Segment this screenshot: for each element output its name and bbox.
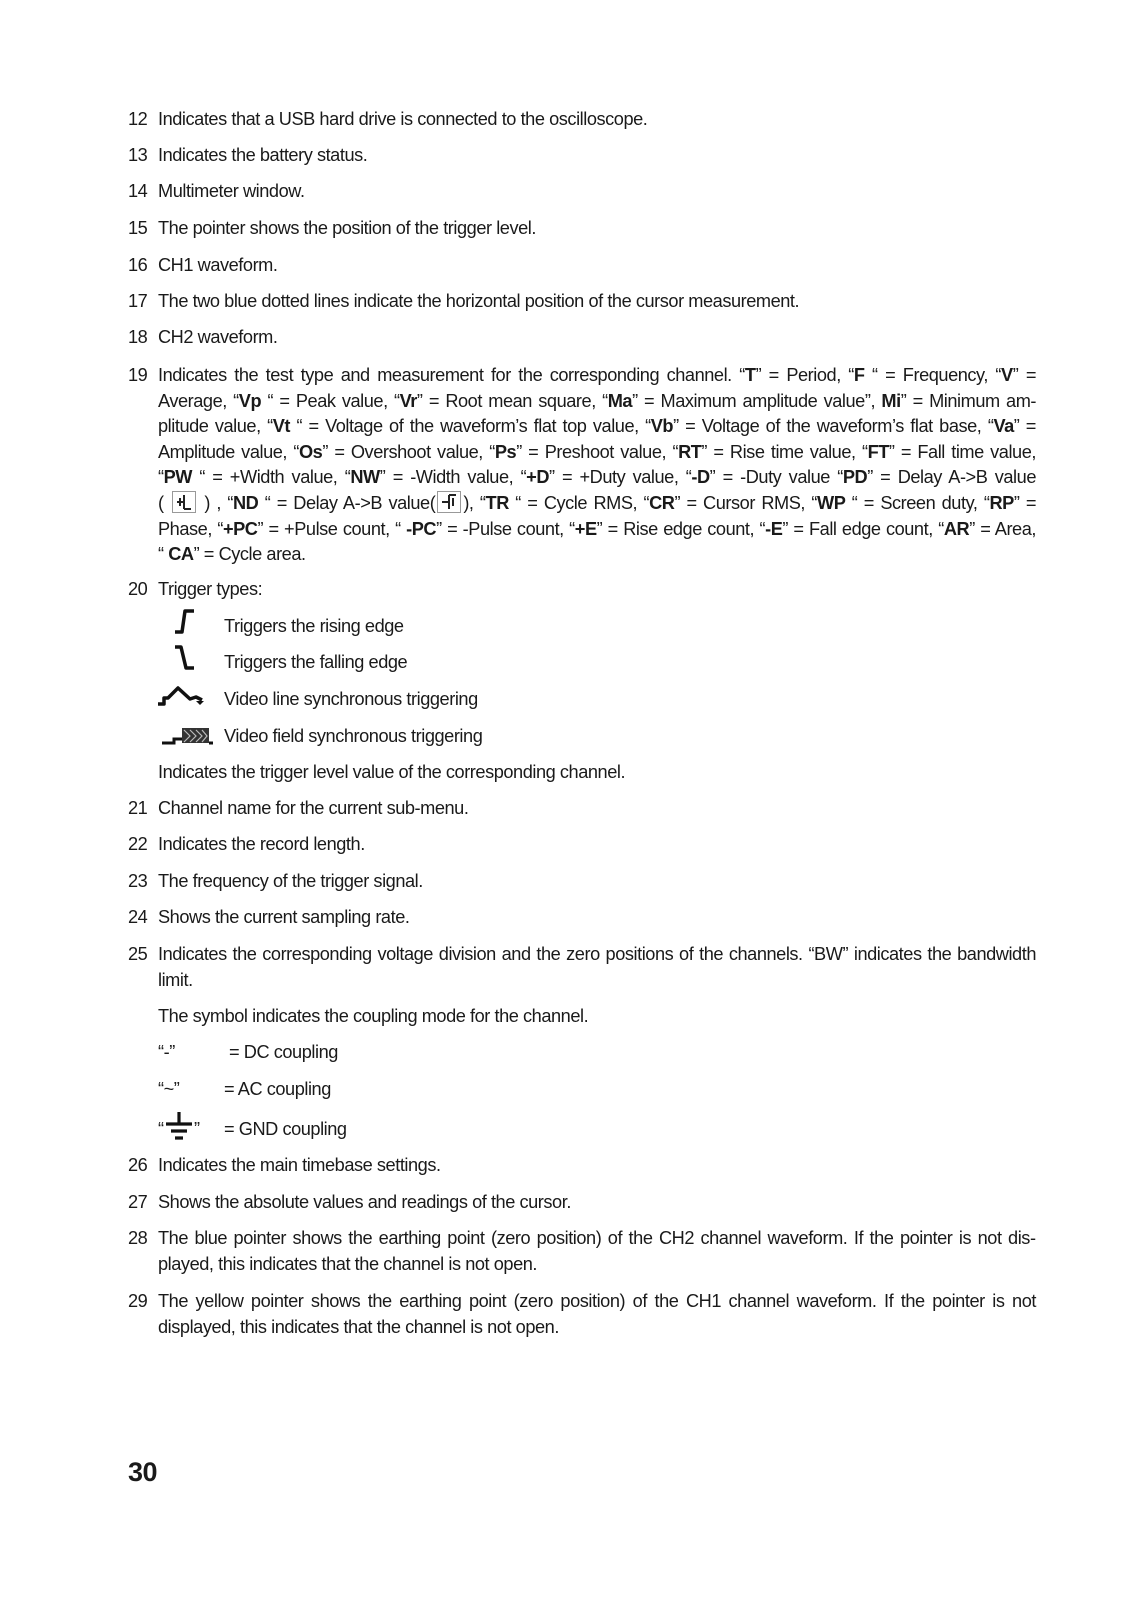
page-number: 30 [128,1457,158,1487]
item-number: 12 [128,109,148,129]
item-number: 19 [128,365,148,385]
rising-edge-icon [172,606,198,636]
item-number: 25 [128,944,148,964]
coupling-symbol-close: ” [194,1119,200,1139]
item-number: 27 [128,1192,148,1212]
coupling-symbol: “~” [158,1079,180,1099]
item-number: 22 [128,834,148,854]
trigger-label: Video line synchronous triggering [224,689,478,709]
item-19-text [158,363,1036,568]
item-text: Indicates the battery status. [158,145,368,165]
coupling-label: = GND coupling [224,1119,347,1139]
video-field-icon [160,724,214,748]
item-19-line: ( ) , “ND “ = Delay A->B value( ), “TR “ = Cycle RMS, “CR” = Cursor RMS, “WP “ = Screen duty, “RP” = [158,492,1037,513]
ground-icon [164,1110,194,1144]
item-19-line: plitude value, “Vt “ = Voltage of the waveform’s flat top value, “Vb” = Voltage of the waveform’s flat base, “Va” = [158,416,1036,437]
coupling-label: = DC coupling [229,1042,338,1062]
item-number: 28 [128,1228,148,1248]
trigger-label: Triggers the falling edge [224,652,408,672]
delay-rising-icon [172,491,196,513]
trigger-level-note: Indicates the trigger level value of the corresponding channel. [158,762,626,782]
item-text: CH1 waveform. [158,255,278,275]
item-number: 15 [128,218,148,238]
item-19-line: Amplitude value, “Os” = Overshoot value, “Ps” = Preshoot value, “RT” = Rise time value, “FT” = Fall time value, [158,441,1036,462]
item-text: Indicates the corresponding voltage division and the zero positions of the channels. “BW” indicates the bandwidth limit. [158,944,1036,990]
item-number: 24 [128,907,148,927]
item-text: The frequency of the trigger signal. [158,871,423,891]
item-number: 13 [128,145,148,165]
item-text: Shows the current sampling rate. [158,907,410,927]
item-text: CH2 waveform. [158,327,278,347]
item-text: Indicates the record length. [158,834,365,854]
item-19-line: “PW “ = +Width value, “NW” = -Width value, “+D” = +Duty value, “-D” = -Duty value “PD” = Delay A->B value [158,467,1036,488]
coupling-symbol-open: “ [158,1119,164,1139]
item-19-line: “ CA” = Cycle area. [158,544,306,565]
trigger-label: Video field synchronous triggering [224,726,483,746]
item-19-line: Indicates the test type and measurement for the corresponding channel. “T” = Period, “F “ = Frequency, “V” = [158,365,1037,385]
video-line-icon [156,684,206,708]
item-number: 18 [128,327,148,347]
item-19-line: Average, “Vp “ = Peak value, “Vr” = Root mean square, “Ma” = Maximum amplitude value”, Mi” = Minimum am- [158,390,1037,411]
item-text: The two blue dotted lines indicate the horizontal position of the cursor measurement. [158,291,800,311]
item-text: Indicates that a USB hard drive is connected to the oscilloscope. [158,109,648,129]
falling-edge-icon [172,642,198,672]
item-text: The yellow pointer shows the earthing point (zero position) of the CH1 channel waveform. If the pointer is not displayed, this indicates that the channel is not open. [158,1291,1036,1337]
item-text: Multimeter window. [158,181,305,201]
item-text: Channel name for the current sub-menu. [158,798,469,818]
item-number: 29 [128,1291,148,1311]
coupling-label: = AC coupling [224,1079,331,1099]
trigger-label: Triggers the rising edge [224,616,404,636]
item-19-line: Phase, “+PC” = +Pulse count, “ -PC” = -Pulse count, “+E” = Rise edge count, “-E” = Fall edge count, “AR” = Area, [158,518,1036,539]
coupling-symbol: “-” [158,1042,175,1062]
item-text: The blue pointer shows the earthing point (zero position) of the CH2 channel waveform. If the pointer is not displayed, this indicates that the channel is not open. [158,1228,1036,1274]
item-number: 17 [128,291,148,311]
item-number: 16 [128,255,148,275]
item-text: Indicates the main timebase settings. [158,1155,441,1175]
item-number: 20 [128,579,148,599]
coupling-intro: The symbol indicates the coupling mode for the channel. [158,1006,589,1026]
item-text: The pointer shows the position of the trigger level. [158,218,536,238]
item-text: Shows the absolute values and readings of the cursor. [158,1192,571,1212]
item-text: Trigger types: [158,579,263,599]
item-number: 21 [128,798,148,818]
item-number: 26 [128,1155,148,1175]
item-number: 14 [128,181,148,201]
item-number: 23 [128,871,148,891]
delay-falling-icon [437,491,461,513]
